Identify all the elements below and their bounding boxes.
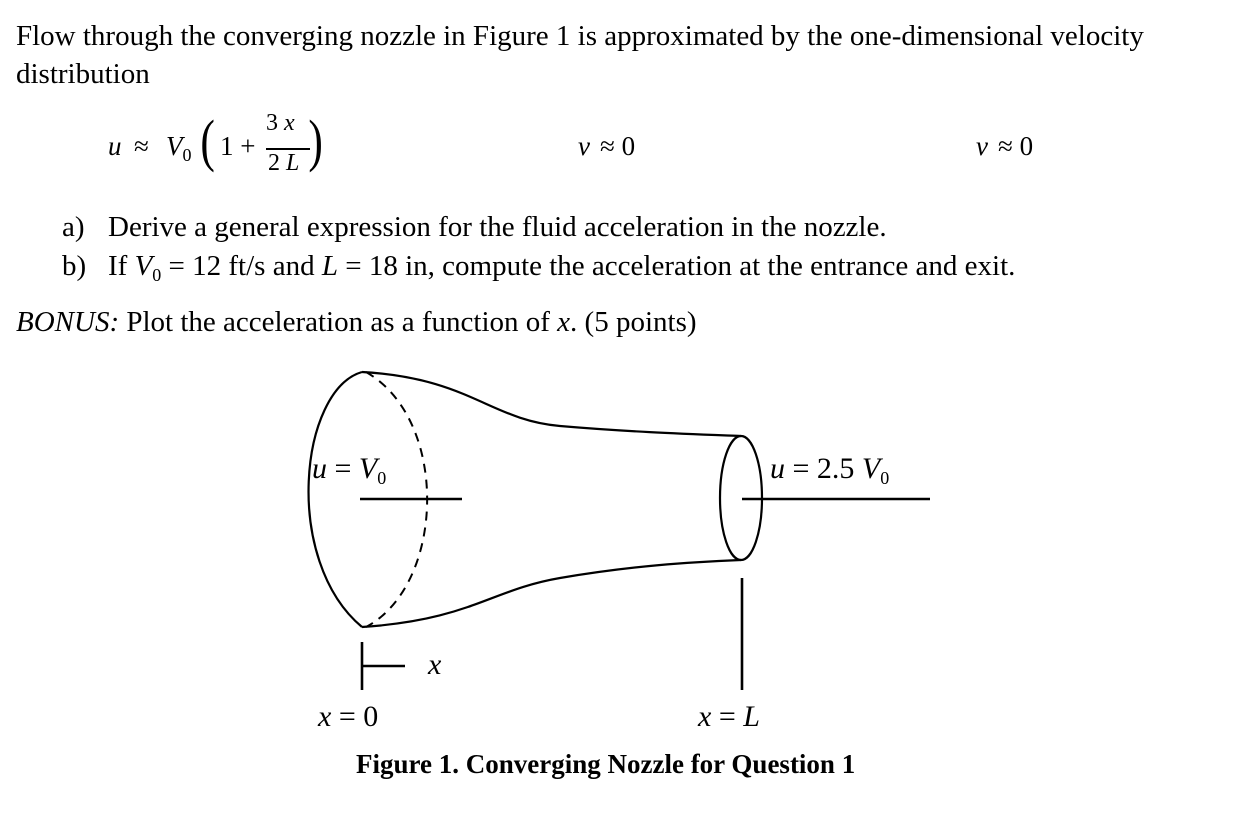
x0-label	[318, 700, 378, 734]
num-3: 3	[266, 110, 278, 136]
eq-approx: ≈	[134, 131, 149, 161]
eq-w-symbol: v	[976, 131, 988, 161]
eq-v-symbol: v	[578, 131, 590, 161]
close-paren: )	[308, 108, 323, 173]
x-arrow-label: x	[428, 648, 442, 681]
intro-line-2: distribution	[16, 58, 150, 90]
part-b-mid: = 12 ft/s and	[168, 250, 315, 282]
part-b-L: L	[321, 250, 338, 282]
outlet-velocity-label	[770, 452, 889, 489]
nozzle-bottom-wall	[362, 560, 741, 627]
inlet-velocity-label	[312, 452, 386, 489]
x0-rest: = 0	[338, 700, 379, 733]
part-b-V: V	[134, 250, 153, 282]
eq-v-rhs: ≈ 0	[600, 131, 636, 161]
outlet-eq: = 2.5	[792, 452, 855, 485]
bonus-var: x	[557, 306, 571, 338]
part-a-text: Derive a general expression for the fluid acceleration in the nozzle.	[108, 211, 887, 243]
part-b-post: = 18 in, compute the acceleration at the entrance and exit.	[345, 250, 1016, 282]
outlet-V-subscript: 0	[880, 468, 890, 488]
eq-one-plus: 1 +	[220, 131, 256, 161]
bonus-label: BONUS:	[16, 306, 120, 338]
inlet-u: u	[312, 452, 327, 485]
intro-line-1: Flow through the converging nozzle in Figure 1 is approximated by the one-dimensional velocity	[16, 20, 1144, 52]
outlet-V: V	[861, 452, 881, 485]
xL-var: x	[698, 700, 712, 733]
figure-caption: Figure 1. Converging Nozzle for Question 1	[356, 749, 856, 779]
bonus-tail: . (5 points)	[570, 306, 697, 338]
x0-var: x	[318, 700, 332, 733]
part-b-label: b)	[62, 250, 87, 282]
outlet-u: u	[770, 452, 785, 485]
xL-label	[698, 700, 760, 734]
nozzle-top-wall	[362, 372, 741, 436]
den-L: L	[286, 150, 300, 176]
inlet-eq: =	[334, 452, 352, 485]
xL-L: L	[743, 700, 760, 733]
part-b-pre: If	[108, 250, 128, 282]
part-a-label: a)	[62, 211, 85, 243]
open-paren: (	[200, 108, 215, 173]
bonus-text: Plot the acceleration as a function of	[126, 306, 550, 338]
eq-V: V	[166, 131, 183, 161]
eq-w-rhs: ≈ 0	[998, 131, 1034, 161]
part-b-V-subscript: 0	[152, 265, 162, 285]
inlet-V: V	[358, 452, 378, 485]
den-2: 2	[268, 150, 280, 176]
num-x: x	[284, 110, 295, 136]
eq-V-subscript: 0	[182, 145, 192, 165]
eq-u-symbol: u	[108, 131, 122, 161]
inlet-V-subscript: 0	[377, 468, 387, 488]
inlet-outer-edge	[309, 372, 362, 627]
xL-eq: =	[718, 700, 736, 733]
